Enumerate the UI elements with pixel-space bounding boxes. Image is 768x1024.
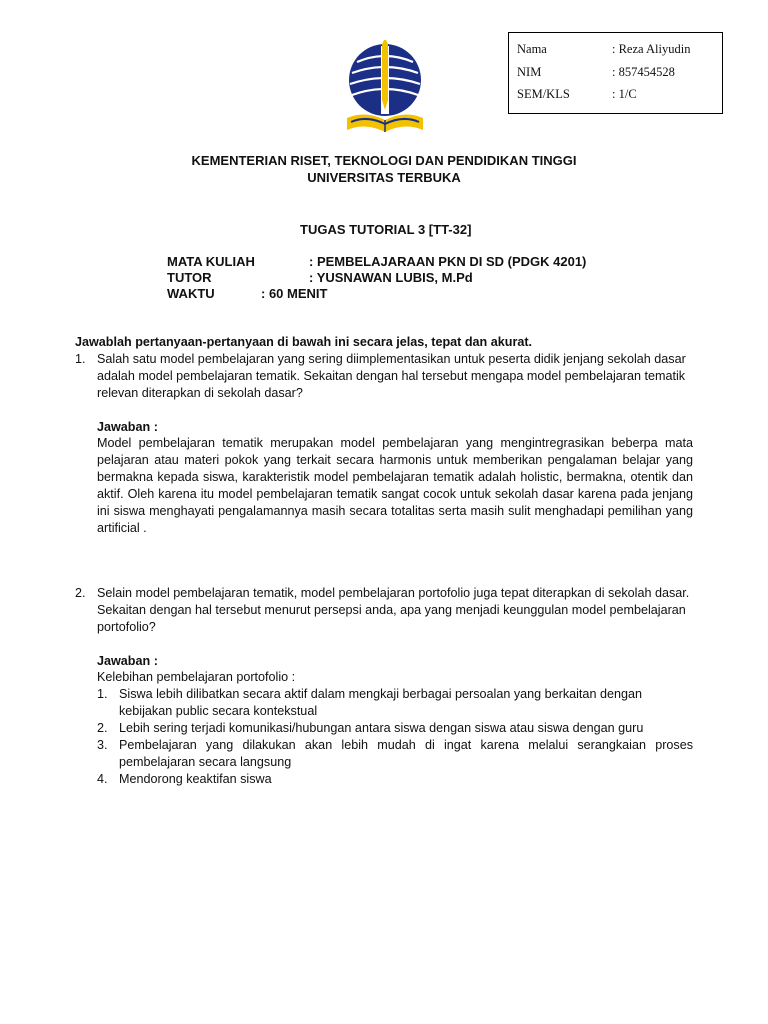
answer-intro: Kelebihan pembelajaran portofolio : (97, 670, 296, 684)
answer-line: bermakna kepada siswa, karakteristik model pembelajaran tematik adalah holistic, bermakna, otentik dan (97, 470, 693, 484)
list-item-number: 3. (97, 738, 108, 752)
identity-box (508, 32, 723, 114)
tutor-value: : YUSNAWAN LUBIS, M.Pd (309, 270, 473, 285)
identity-label: Nama (517, 42, 547, 56)
answer-line: Model pembelajaran tematik merupakan model pembelajaran yang mengintregrasikan beberpa mata (97, 436, 693, 450)
course-label: MATA KULIAH (167, 254, 255, 269)
identity-label: NIM (517, 65, 542, 79)
question-line: relevan diterapkan di sekolah dasar? (97, 386, 303, 400)
assignment-title: TUGAS TUTORIAL 3 [TT-32] (300, 222, 472, 237)
list-item-number: 1. (97, 687, 108, 701)
list-item: pembelajaran secara langsung (119, 755, 292, 769)
question-line: Selain model pembelajaran tematik, model pembelajaran portofolio juga tepat diterapkan di sekolah dasar. (97, 586, 690, 600)
identity-value: : 857454528 (612, 65, 675, 79)
question-number: 1. (75, 352, 86, 366)
answer-label: Jawaban : (97, 654, 158, 668)
question-line: portofolio? (97, 620, 156, 634)
list-item: Pembelajaran yang dilakukan akan lebih mudah di ingat karena melalui serangkaian proses (119, 738, 693, 752)
answer-label: Jawaban : (97, 420, 158, 434)
list-item-number: 2. (97, 721, 108, 735)
identity-value: : Reza Aliyudin (612, 42, 691, 56)
list-item: kebijakan public secara kontekstual (119, 704, 318, 718)
tutor-label: TUTOR (167, 270, 212, 285)
question-line: Salah satu model pembelajaran yang sering diimplementasikan untuk peserta didik jenjang sekolah dasar (97, 352, 686, 366)
list-item: Mendorong keaktifan siswa (119, 772, 272, 786)
ministry-title: KEMENTERIAN RISET, TEKNOLOGI DAN PENDIDIKAN TINGGI (191, 153, 577, 168)
question-number: 2. (75, 586, 86, 600)
identity-label: SEM/KLS (517, 87, 570, 101)
answer-line: ini siswa menghayati pengalamannya masih secara totalitas serta masih sulit menghadapi pemilihan yang (97, 504, 693, 518)
answer-line: aktif. Oleh karena itu model pembelajaran tematik sangat cocok untuk sekolah dasar karena pada jenjang (97, 487, 693, 501)
question-line: adalah model pembelajaran tematik. Sekaitan dengan hal tersebut mengapa model pembelajaran tematik (97, 369, 686, 383)
time-label: WAKTU (167, 286, 215, 301)
university-logo-icon (343, 40, 427, 136)
course-value: : PEMBELAJARAAN PKN DI SD (PDGK 4201) (309, 254, 587, 269)
identity-value: : 1/C (612, 87, 637, 101)
university-title: UNIVERSITAS TERBUKA (307, 170, 461, 185)
list-item: Siswa lebih dilibatkan secara aktif dalam mengkaji berbagai persoalan yang berkaitan dengan (119, 687, 642, 701)
answer-line: artificial . (97, 521, 147, 535)
list-item: Lebih sering terjadi komunikasi/hubungan antara siswa dengan siswa atau siswa dengan guru (119, 721, 644, 735)
list-item-number: 4. (97, 772, 108, 786)
answer-line: pelajaran atau materi pokok yang terkait secara harmonis untuk memberikan pengalaman belajar yang (97, 453, 693, 467)
time-value: : 60 MENIT (261, 286, 328, 301)
question-line: Sekaitan dengan hal tersebut menurut persepsi anda, apa yang menjadi keunggulan model pembelajaran (97, 603, 686, 617)
instruction: Jawablah pertanyaan-pertanyaan di bawah ini secara jelas, tepat dan akurat. (75, 335, 533, 349)
